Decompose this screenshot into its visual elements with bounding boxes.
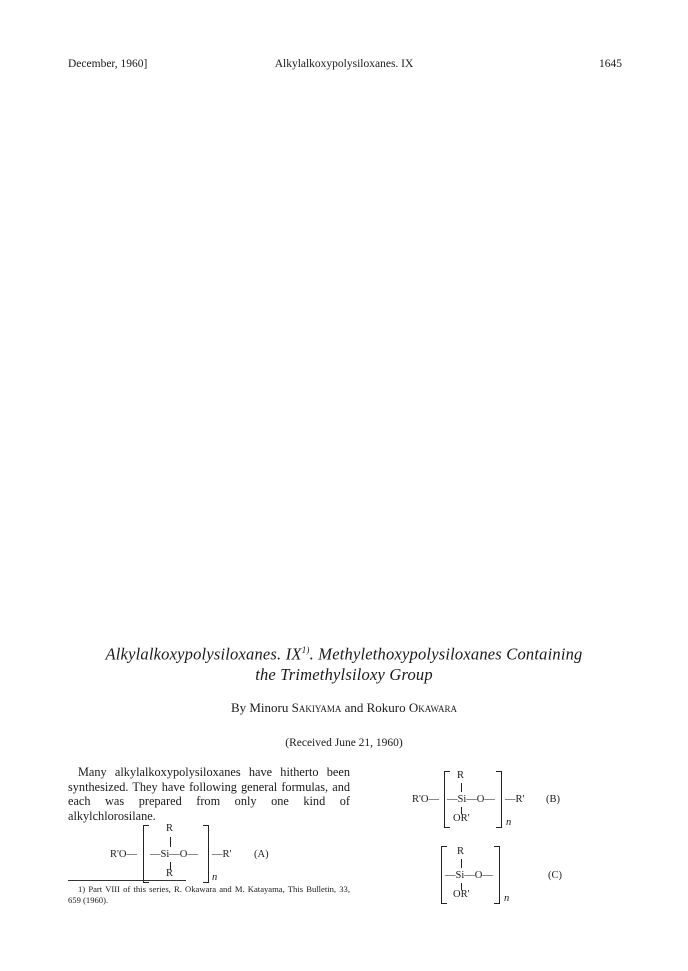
formula-b-repeat-unit: —Si—O— [447,794,495,805]
formula-a-left-group: R'O— [110,849,137,860]
intro-paragraph: Many alkylalkoxypolysiloxanes have hitherto been synthesized. They have following general formulas, and each was prepared from only one kind of alkylchlorosilane. [68,765,350,823]
page-number: 1645 [599,58,622,70]
formula-a-bottom-bond [170,862,171,870]
formula-a-left-bracket [143,825,149,883]
formula-a-label: (A) [254,849,269,860]
footnote: 1) Part VIII of this series, R. Okawara and M. Katayama, This Bulletin, 33, 659 (1960). [68,884,350,905]
formula-b-top-substituent: R [457,770,465,781]
formula-c-label: (C) [548,870,562,881]
author1-last-name: Sakiyama [291,700,342,715]
running-header-title: Alkylalkoxypolysiloxanes. IX [274,58,414,70]
formula-a-top-bond [170,837,171,847]
formula-a-repeat-unit: —Si—O— [150,849,198,860]
article-title-line1 [60,640,628,665]
title-text-a: Alkylalkoxypolysiloxanes. IX [105,644,302,664]
formula-c-bottom-bond [461,883,462,890]
formula-a-subscript-n: n [212,872,218,883]
formula-c-top-substituent: R [457,846,465,857]
formula-c-left-bracket [441,846,447,904]
article-title-line2: the Trimethylsiloxy Group [255,664,433,684]
formula-a-right-group: —R' [212,849,232,860]
formula-b-left-bracket [444,771,450,828]
footnote-rule [68,880,186,881]
running-header-date: December, 1960] [68,58,148,70]
and-word: and [344,700,364,715]
author-line [0,700,688,716]
title-footnote-ref: 1) [301,645,310,655]
formula-b-subscript-n: n [506,817,512,828]
formula-c-subscript-n: n [504,893,510,904]
formula-b-bottom-substituent: OR' [453,813,470,824]
formula-b-left-group: R'O— [412,794,439,805]
article-title [60,640,628,685]
received-date: (Received June 21, 1960) [285,737,403,749]
formula-b-bottom-bond [461,807,462,814]
formula-c-right-bracket [494,846,500,904]
title-text-b: . Methylethoxypolysiloxanes Containing [309,644,583,664]
formula-b-label: (B) [546,794,560,805]
formula-a-top-substituent: R [166,823,174,834]
formula-c-repeat-unit: —Si—O— [445,870,493,881]
formula-b-right-group: —R' [505,794,525,805]
formula-b-top-bond [461,783,462,792]
formula-a-bottom-substituent: R [166,868,174,879]
author1-first-name: Minoru [249,700,289,715]
formula-c-top-bond [461,859,462,868]
by-word: By [230,700,247,715]
author2-last-name: Okawara [408,700,458,715]
formula-c-bottom-substituent: OR' [453,889,470,900]
formula-b-right-bracket [496,771,502,828]
author2-first-name: Rokuro [366,700,406,715]
formula-a-right-bracket [203,825,209,883]
